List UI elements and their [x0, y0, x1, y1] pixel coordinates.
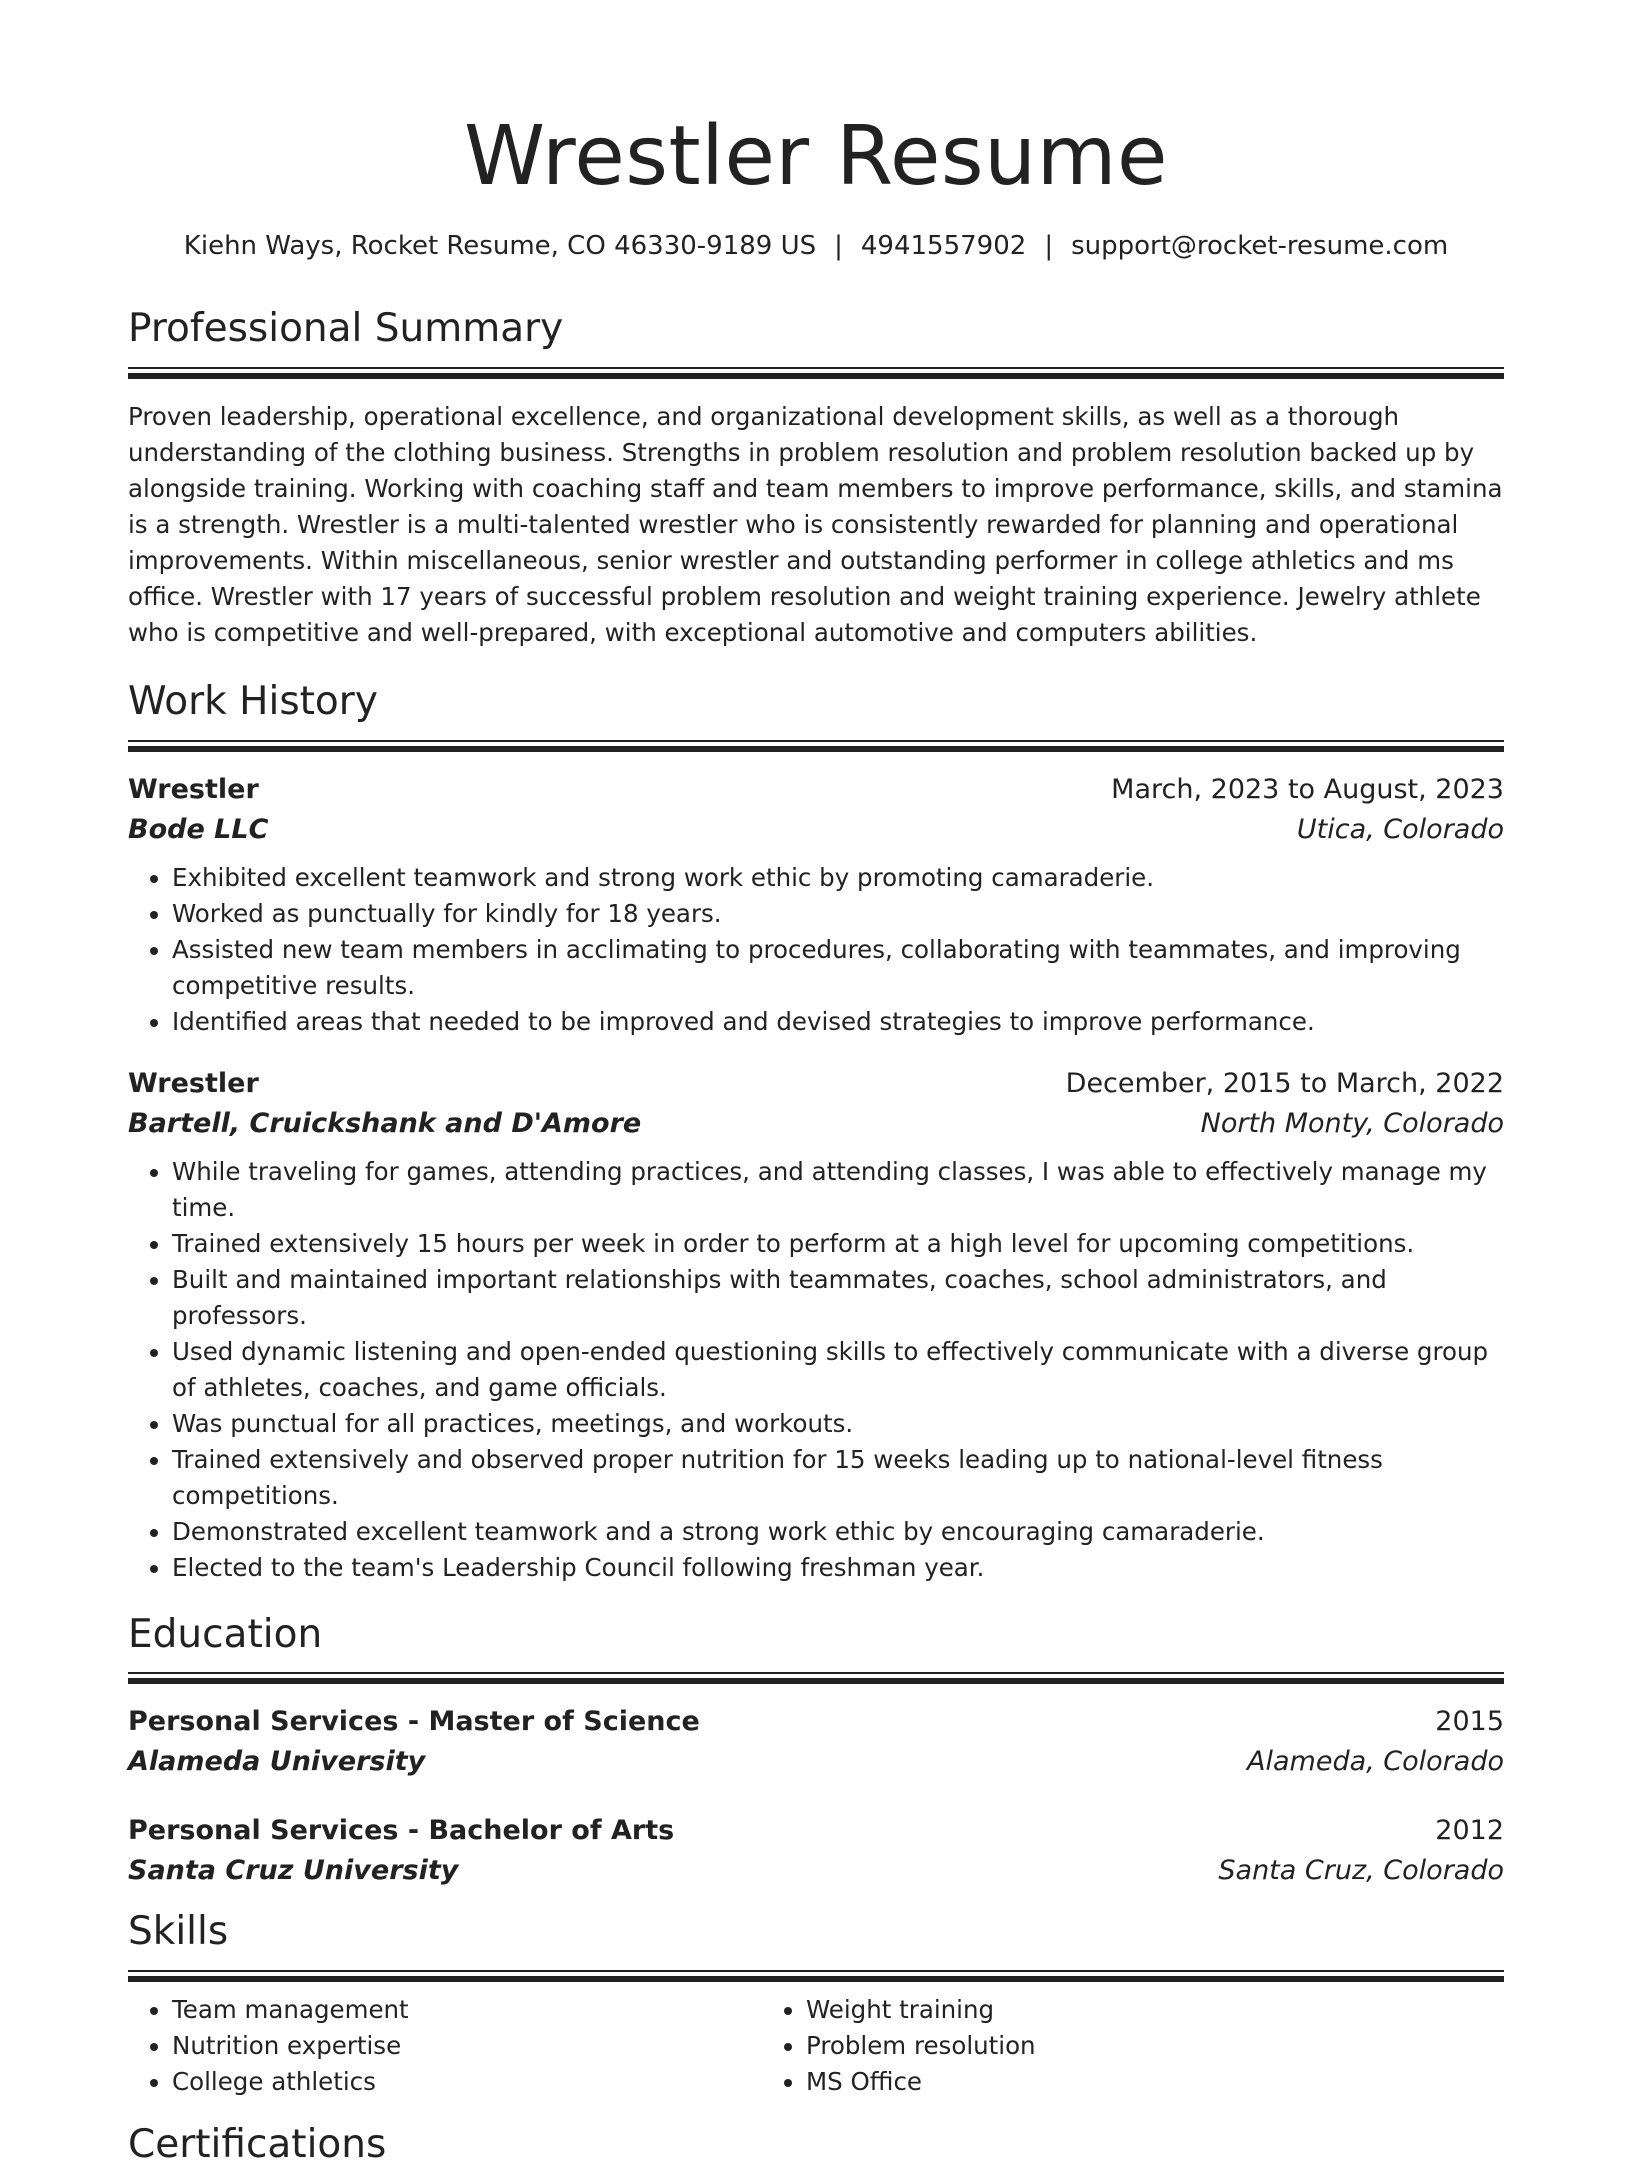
section-divider: [128, 740, 1504, 752]
list-item: • Worked as punctually for kindly for 18 years.: [172, 896, 1504, 932]
job-bullets: [128, 1154, 1504, 1586]
list-item: • Assisted new team members in acclimating to procedures, collaborating with teammates, and improving competitive results.: [172, 932, 1504, 1004]
job-company: Bode LLC: [128, 813, 269, 845]
list-item: • Elected to the team's Leadership Council following freshman year.: [172, 1550, 1504, 1586]
contact-phone: 4941557902: [860, 231, 1027, 262]
list-item: • While traveling for games, attending practices, and attending classes, I was able to effectively manage my time.: [172, 1154, 1504, 1226]
list-item: • Used dynamic listening and open-ended questioning skills to effectively communicate with a diverse group of athletes, coaches, and game officials.: [172, 1334, 1504, 1406]
education-degree: Personal Services - Master of Science: [128, 1706, 700, 1738]
section-heading-summary: Professional Summary: [128, 306, 564, 352]
list-item: • Nutrition expertise: [172, 2028, 762, 2064]
job-location: Utica, Colorado: [1296, 813, 1504, 845]
list-item: • Trained extensively and observed proper nutrition for 15 weeks leading up to national-level fitness competitions.: [172, 1442, 1504, 1514]
education-year: 2015: [1435, 1706, 1504, 1738]
education-school: Alameda University: [128, 1746, 426, 1778]
list-item: • College athletics: [172, 2064, 762, 2100]
summary-text: Proven leadership, operational excellence, and organizational development skills, as well as a thorough understanding of the clothing business. Strengths in problem resolution and problem resolution backed up by alongside training. Working with coaching staff and team members to improve performance, skills, and stamina is a strength. Wrestler is a multi-talented wrestler who is consistently rewarded for planning and operational improvements. Within miscellaneous, senior wrestler and outstanding performer in college athletics and ms office. Wrestler with 17 years of successful problem resolution and weight training experience. Jewelry athlete who is competitive and well-prepared, with exceptional automotive and computers abilities.: [128, 401, 1503, 647]
job-location: North Monty, Colorado: [1200, 1107, 1504, 1139]
job-title: Wrestler: [128, 1067, 259, 1099]
list-item: • Built and maintained important relationships with teammates, coaches, school administrators, and professors.: [172, 1262, 1504, 1334]
section-heading-certifications: Certifications: [128, 2122, 387, 2168]
certifications-section: [128, 2122, 1504, 2169]
job-entry: [128, 1064, 1504, 1586]
skills-list-right: [762, 1992, 1396, 2100]
education-entry: [128, 1811, 1504, 1891]
list-item: • Problem resolution: [806, 2028, 1396, 2064]
skills-columns: [128, 1992, 1504, 2100]
education-section: [128, 1612, 1504, 1892]
section-heading-skills: Skills: [128, 1909, 229, 1955]
list-item: • MS Office: [806, 2064, 1396, 2100]
work-section: [128, 679, 1504, 1586]
job-entry: [128, 770, 1504, 1040]
contact-address: Kiehn Ways, Rocket Resume, CO 46330-9189 US: [183, 231, 817, 262]
section-divider: [128, 1970, 1504, 1982]
job-dates: March, 2023 to August, 2023: [1111, 773, 1504, 805]
education-degree: Personal Services - Bachelor of Arts: [128, 1815, 675, 1847]
resume-title: Wrestler Resume: [464, 109, 1168, 204]
section-heading-work: Work History: [128, 678, 378, 724]
list-item: • Trained extensively 15 hours per week in order to perform at a high level for upcoming competitions.: [172, 1226, 1504, 1262]
list-item: • Exhibited excellent teamwork and strong work ethic by promoting camaraderie.: [172, 860, 1504, 896]
list-item: • Weight training: [806, 1992, 1396, 2028]
contact-email: support@rocket-resume.com: [1071, 231, 1449, 262]
contact-separator: |: [834, 231, 843, 262]
job-title: Wrestler: [128, 773, 259, 805]
skills-section: [128, 1909, 1504, 2100]
summary-section: [128, 306, 1504, 651]
education-location: Alameda, Colorado: [1247, 1746, 1504, 1778]
education-location: Santa Cruz, Colorado: [1218, 1855, 1504, 1887]
job-dates: December, 2015 to March, 2022: [1065, 1067, 1504, 1099]
job-bullets: [128, 860, 1504, 1040]
section-divider: [128, 367, 1504, 379]
education-year: 2012: [1435, 1815, 1504, 1847]
contact-line: [128, 230, 1504, 264]
list-item: • Identified areas that needed to be improved and devised strategies to improve performance.: [172, 1004, 1504, 1040]
job-company: Bartell, Cruickshank and D'Amore: [128, 1107, 642, 1139]
education-entry: [128, 1702, 1504, 1782]
section-divider: [128, 1672, 1504, 1684]
list-item: • Demonstrated excellent teamwork and a strong work ethic by encouraging camaraderie.: [172, 1514, 1504, 1550]
list-item: • Team management: [172, 1992, 762, 2028]
contact-separator: |: [1044, 231, 1054, 262]
section-heading-education: Education: [128, 1611, 323, 1657]
education-school: Santa Cruz University: [128, 1855, 459, 1887]
skills-list-left: [128, 1992, 762, 2100]
list-item: • Was punctual for all practices, meetings, and workouts.: [172, 1406, 1504, 1442]
